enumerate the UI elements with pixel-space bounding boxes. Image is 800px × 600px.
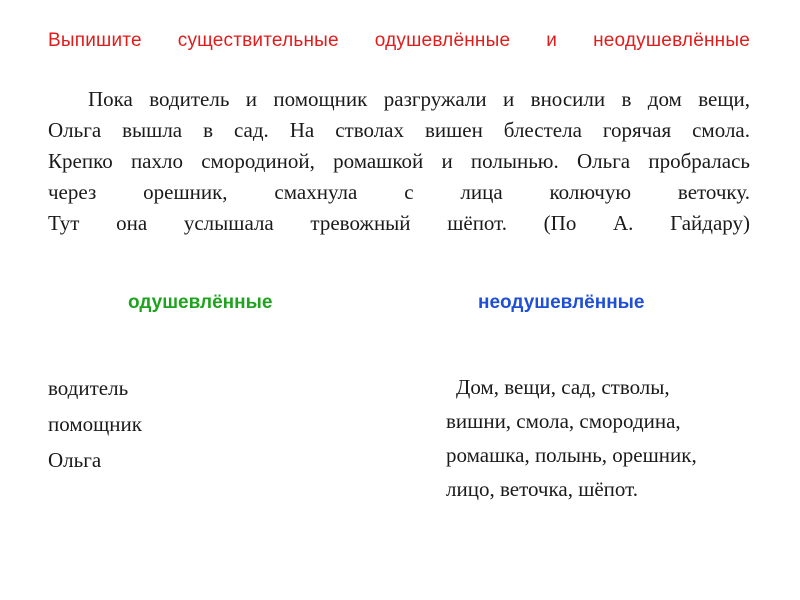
inanimate-heading: неодушевлённые — [478, 292, 645, 313]
task-title: Выпишите существительные одушевлённые и неодушевлённые — [48, 30, 750, 51]
animate-noun: Ольга — [48, 448, 102, 472]
animate-noun-list — [48, 370, 142, 478]
inanimate-noun-line: лицо, веточка, шёпот. — [446, 477, 638, 501]
passage-text — [48, 84, 750, 239]
passage-line: Ольга вышла в сад. На стволах вишен блестела горячая смола. — [48, 118, 750, 142]
inanimate-noun-line: вишни, смола, смородина, — [446, 409, 681, 433]
passage-line: через орешник, смахнула с лица колючую веточку. — [48, 180, 750, 204]
passage-line: Тут она услышала тревожный шёпот. (По А. Гайдару) — [48, 211, 750, 235]
inanimate-noun-line: ромашка, полынь, орешник, — [446, 443, 697, 467]
animate-noun: помощник — [48, 412, 142, 436]
inanimate-noun-list — [446, 370, 766, 506]
animate-heading: одушевлённые — [128, 292, 273, 313]
inanimate-noun-line: Дом, вещи, сад, стволы, — [456, 375, 670, 399]
animate-noun: водитель — [48, 376, 129, 400]
passage-line: Пока водитель и помощник разгружали и вносили в дом вещи, — [88, 87, 750, 111]
passage-line: Крепко пахло смородиной, ромашкой и полынью. Ольга пробралась — [48, 149, 750, 173]
